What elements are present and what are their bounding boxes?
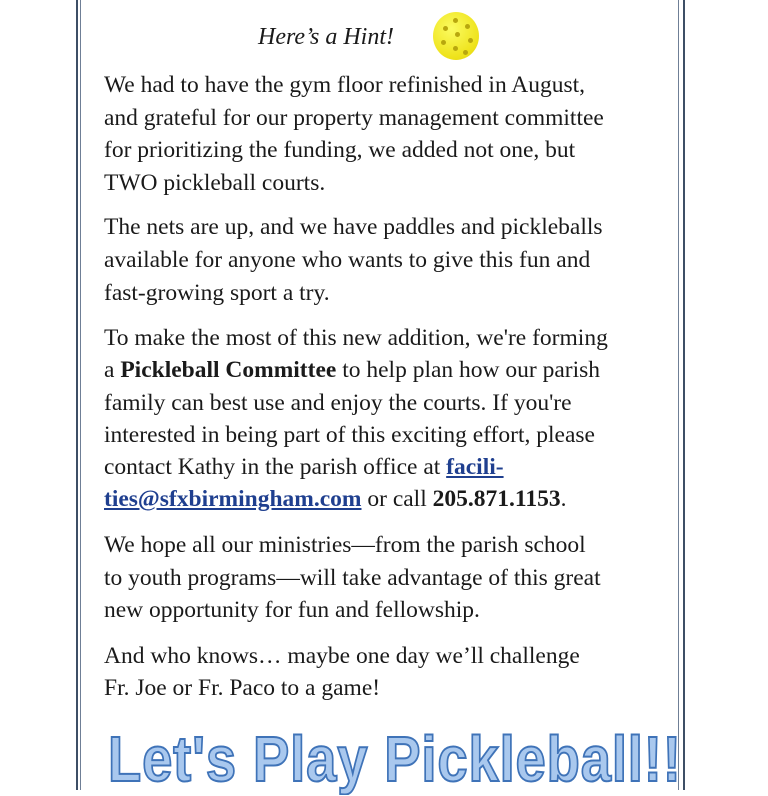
- paragraph-2-line: The nets are up, and we have paddles and pickleballs: [104, 214, 603, 240]
- text: or call: [361, 486, 433, 512]
- pickleball-icon: [433, 12, 479, 60]
- email-link[interactable]: facili-: [446, 454, 504, 480]
- paragraph-1-line: TWO pickleball courts.: [104, 170, 326, 196]
- paragraph-3-line: [104, 484, 566, 514]
- paragraph-3-line: [104, 355, 600, 385]
- text: a: [104, 357, 121, 383]
- paragraph-5-line: Fr. Joe or Fr. Paco to a game!: [104, 675, 381, 701]
- paragraph-2-line: available for anyone who wants to give this fun and: [104, 247, 591, 273]
- paragraph-3-line: To make the most of this new addition, we're forming: [104, 325, 608, 351]
- paragraph-3-line: [104, 452, 504, 482]
- text: .: [560, 486, 567, 512]
- email-link[interactable]: ties@sfxbirmingham.com: [104, 486, 362, 512]
- lets-play-pickleball-banner: Let's Play Pickleball!!: [108, 723, 682, 795]
- paragraph-3-line: family can best use and enjoy the courts. If you're: [104, 390, 572, 416]
- hint-heading: Here’s a Hint!: [258, 24, 394, 50]
- paragraph-2-line: fast-growing sport a try.: [104, 280, 330, 306]
- paragraph-4-line: to youth programs—will take advantage of this great: [104, 565, 601, 591]
- text: to help plan how our parish: [336, 357, 601, 383]
- committee-name: Pickleball Committee: [120, 357, 337, 383]
- paragraph-4-line: We hope all our ministries—from the parish school: [104, 532, 586, 558]
- paragraph-1-line: We had to have the gym floor refinished in August,: [104, 72, 586, 98]
- text: contact Kathy in the parish office at: [104, 454, 447, 480]
- paragraph-3-line: interested in being part of this exciting effort, please: [104, 422, 595, 448]
- paragraph-5-line: And who knows… maybe one day we’ll challenge: [104, 643, 580, 669]
- phone-number: 205.871.1153: [432, 486, 561, 512]
- paragraph-4-line: new opportunity for fun and fellowship.: [104, 597, 480, 623]
- paragraph-1-line: for prioritizing the funding, we added not one, but: [104, 137, 576, 163]
- paragraph-1-line: and grateful for our property management committee: [104, 105, 604, 131]
